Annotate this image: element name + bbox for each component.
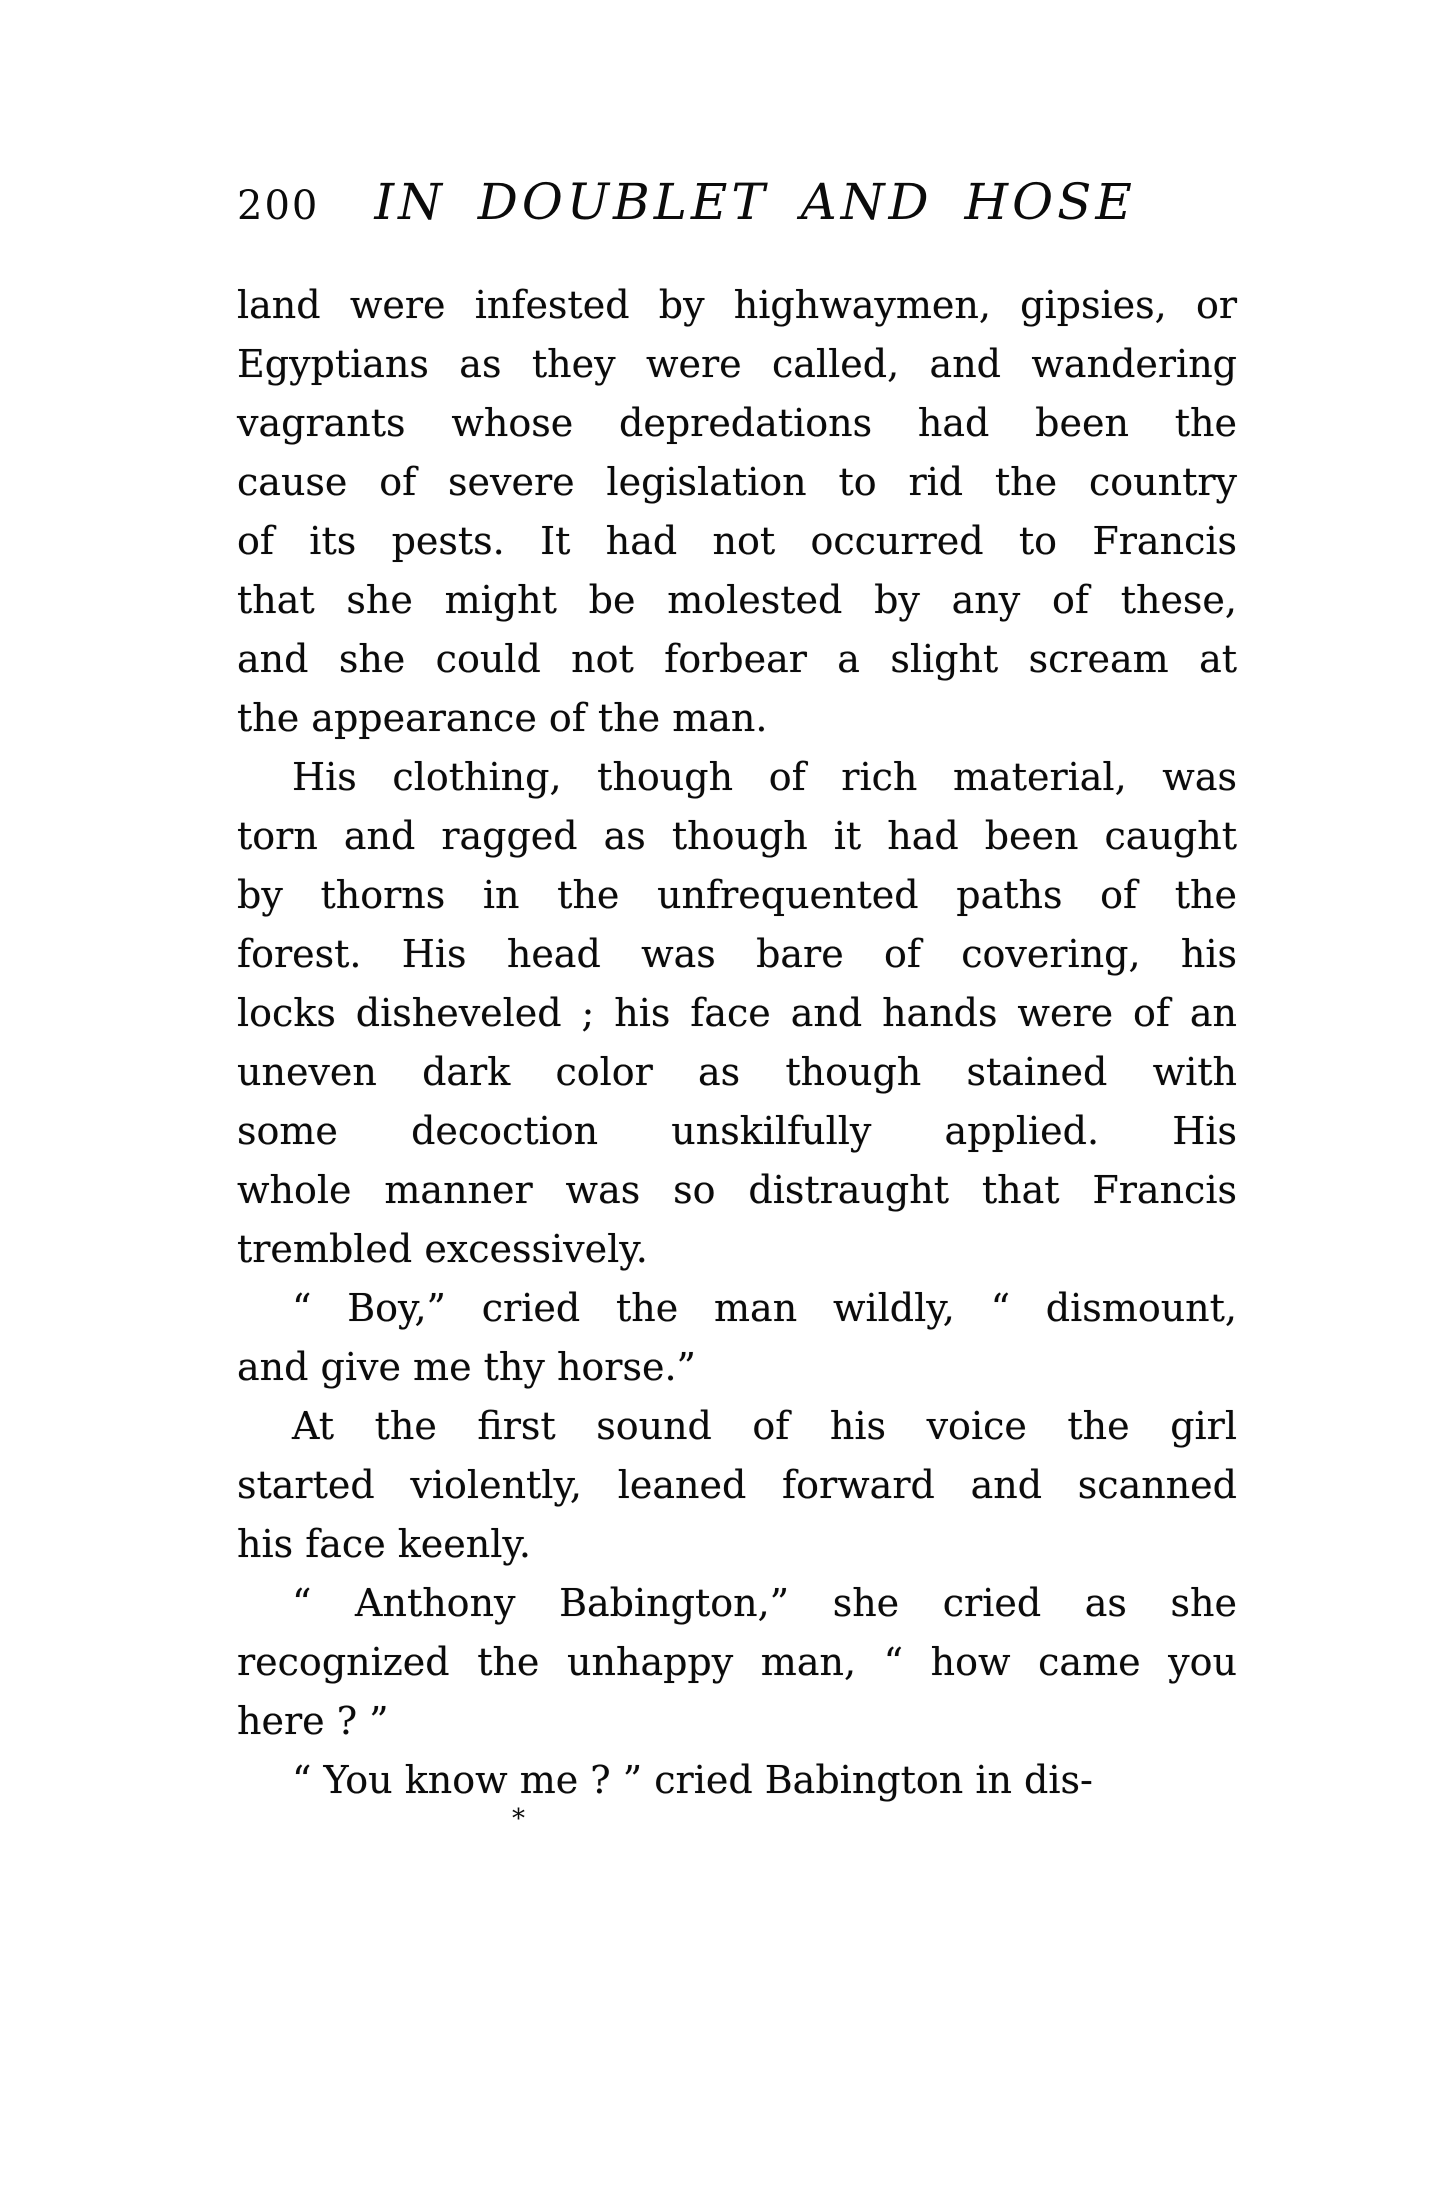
text-line: forest. His head was bare of covering, his bbox=[237, 932, 1237, 976]
text-line: and she could not forbear a slight scream at bbox=[237, 637, 1237, 681]
text-line: At the first sound of his voice the girl bbox=[292, 1404, 1237, 1448]
text-line: His clothing, though of rich material, was bbox=[292, 755, 1237, 799]
text-line: “ Boy,” cried the man wildly, “ dismount, bbox=[292, 1286, 1237, 1330]
text-line: “ Anthony Babington,” she cried as she bbox=[292, 1581, 1237, 1625]
text-line: of its pests. It had not occurred to Francis bbox=[237, 519, 1237, 563]
text-line: uneven dark color as though stained with bbox=[237, 1050, 1237, 1094]
text-line: trembled excessively. bbox=[237, 1227, 648, 1271]
running-head bbox=[237, 173, 1136, 232]
text-line: recognized the unhappy man, “ how came you bbox=[237, 1640, 1237, 1684]
text-line: his face keenly. bbox=[237, 1522, 531, 1566]
text-line: land were infested by highwaymen, gipsies, or bbox=[237, 283, 1237, 327]
text-line: some decoction unskilfully applied. His bbox=[237, 1109, 1237, 1153]
text-line: by thorns in the unfrequented paths of the bbox=[237, 873, 1237, 917]
body-text bbox=[237, 276, 1237, 1810]
text-line: Egyptians as they were called, and wandering bbox=[237, 342, 1237, 386]
text-line: the appearance of the man. bbox=[237, 696, 768, 740]
text-line: started violently, leaned forward and scanned bbox=[237, 1463, 1237, 1507]
text-line: whole manner was so distraught that Francis bbox=[237, 1168, 1237, 1212]
text-line: vagrants whose depredations had been the bbox=[237, 401, 1237, 445]
page-number: 200 bbox=[237, 183, 320, 229]
text-line: and give me thy horse.” bbox=[237, 1345, 696, 1389]
text-line: “ You know me ? ” cried Babington in dis- bbox=[292, 1758, 1093, 1802]
text-line: that she might be molested by any of these, bbox=[237, 578, 1237, 622]
text-line: cause of severe legislation to rid the country bbox=[237, 460, 1237, 504]
text-line: locks disheveled ; his face and hands were of an bbox=[237, 991, 1237, 1035]
text-line: torn and ragged as though it had been caught bbox=[237, 814, 1237, 858]
text-line: here ? ” bbox=[237, 1699, 389, 1743]
printers-mark: * bbox=[512, 1804, 525, 1834]
running-head-title: IN DOUBLET AND HOSE bbox=[374, 173, 1136, 231]
